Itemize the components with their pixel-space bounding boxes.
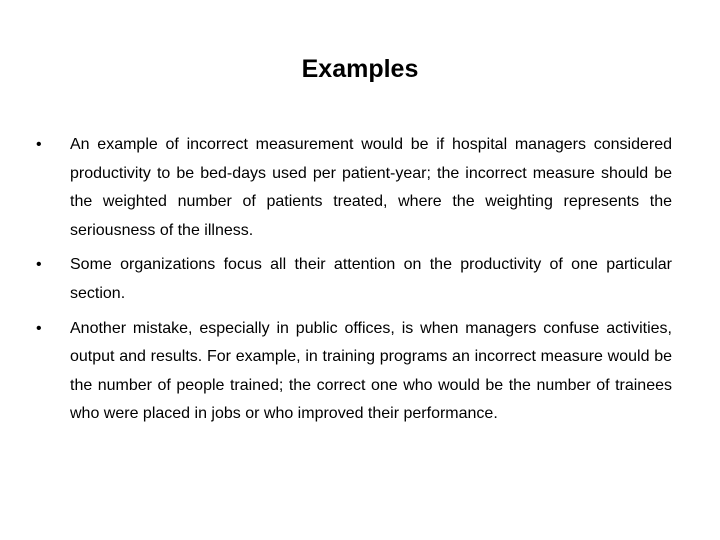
bullet-text-1: An example of incorrect measurement would be if hospital managers considered productivity to be bed-days used per patient-year; the incorrect measure should be the weighted number of patients treated, where the weighting represents the seriousness of the illness. <box>70 136 672 239</box>
bullet-icon: • <box>36 319 42 337</box>
bullet-icon: • <box>36 256 42 274</box>
bullet-text-3: Another mistake, especially in public offices, is when managers confuse activities, output and results. For example, in training programs an incorrect measure would be the number of people trained; the correct one who would be the number of trainees who were placed in jobs or who improved their performance. <box>70 319 672 423</box>
bullet-item-2 <box>36 251 672 308</box>
bullet-item-3 <box>36 315 672 429</box>
bullet-icon: • <box>36 136 42 153</box>
slide-title: Examples <box>301 55 419 83</box>
bullet-text-2: Some organizations focus all their attention on the productivity of one particular section. <box>70 256 672 302</box>
bullet-list <box>36 131 672 435</box>
bullet-item-1 <box>36 131 672 245</box>
